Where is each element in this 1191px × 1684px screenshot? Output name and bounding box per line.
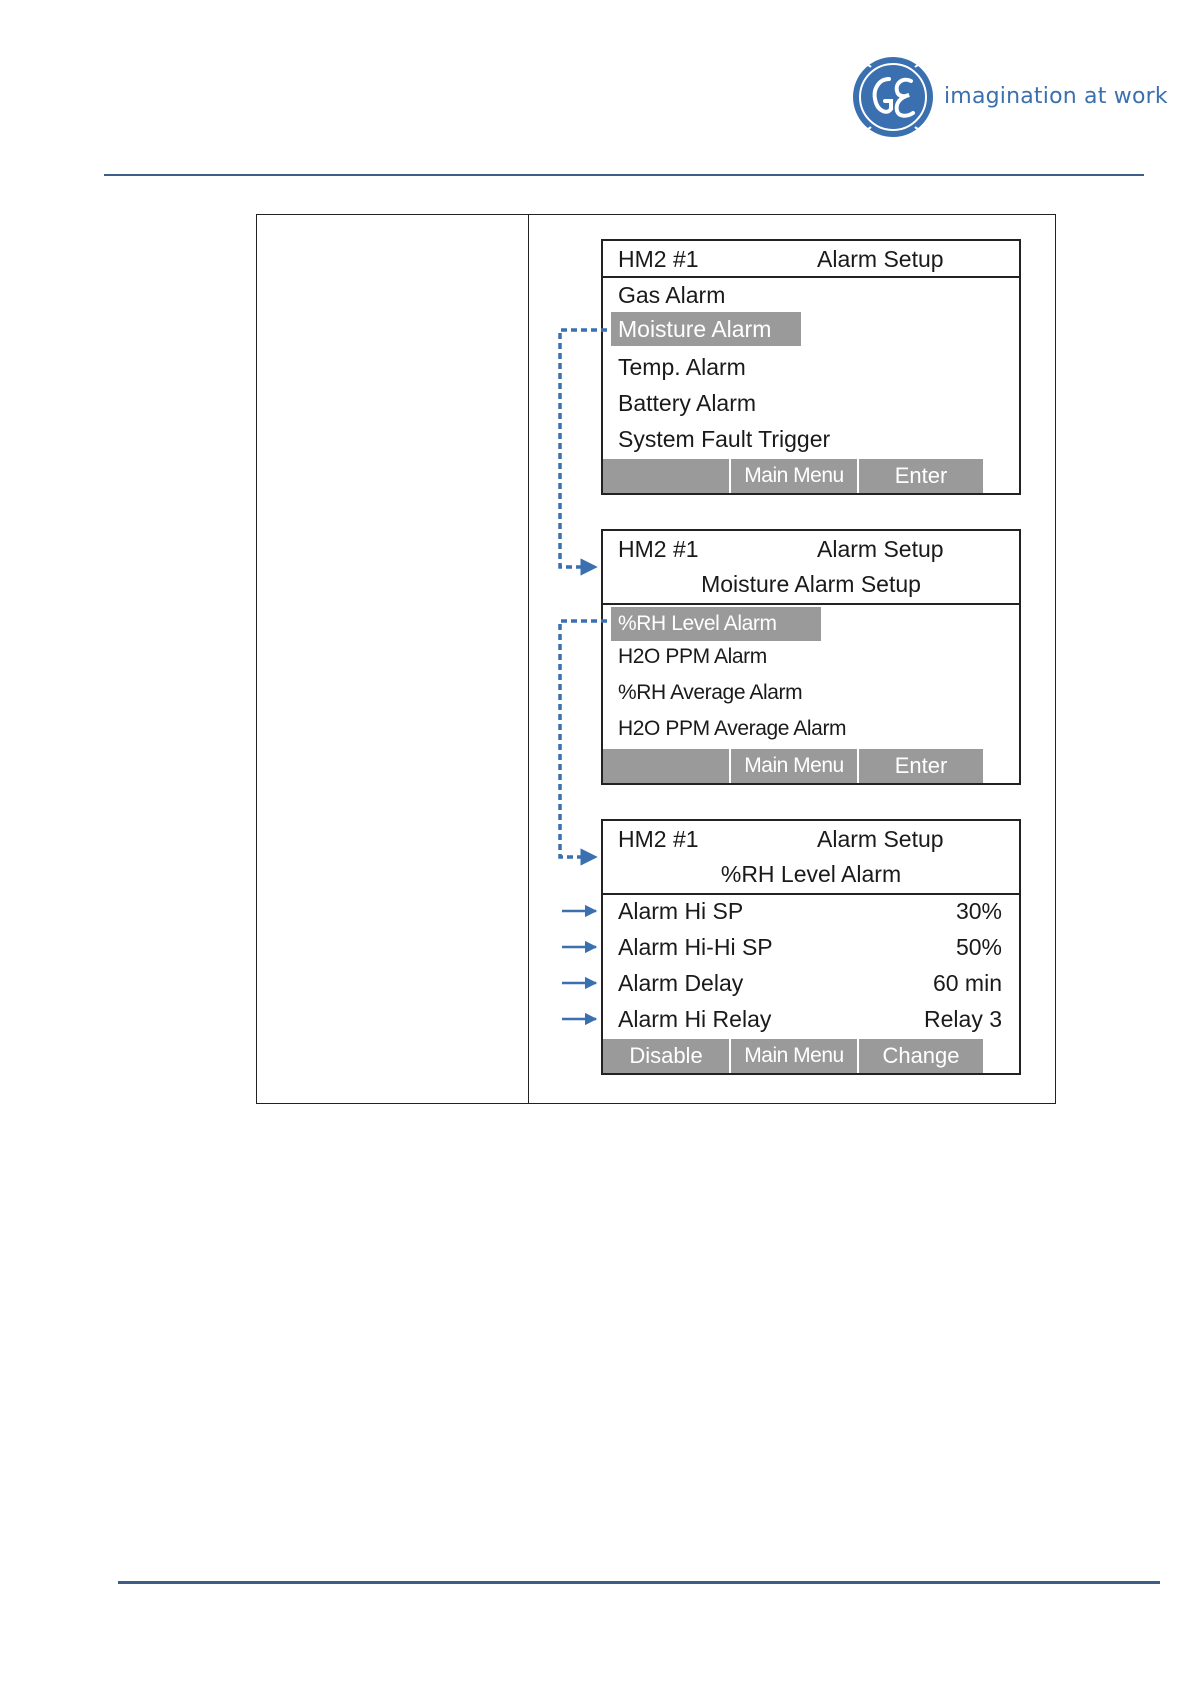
screen-title-left: HM2 #1 [618,246,699,272]
menu-item-battery-alarm[interactable]: Battery Alarm [618,390,757,416]
screen-title-left: HM2 #1 [618,536,699,562]
softkey-main-menu[interactable]: Main Menu [731,459,859,493]
setting-value-alarm-hi-sp: 30% [955,898,1002,924]
screen-title-right: Alarm Setup [817,246,944,272]
screen-title-right: Alarm Setup [817,536,944,562]
footer-rule [118,1581,1160,1584]
screen-header [603,821,1019,895]
menu-item-h2o-ppm-alarm[interactable]: H2O PPM Alarm [618,645,767,668]
softkey-bar [603,749,983,783]
screen-rh-level-alarm [601,819,1021,1075]
ge-logo-icon [851,55,935,139]
softkey-main-menu[interactable]: Main Menu [731,749,859,783]
softkey-bar [603,459,983,493]
screen-subtitle: %RH Level Alarm [720,861,902,887]
setting-label-alarm-hi-relay[interactable]: Alarm Hi Relay [618,1006,772,1032]
menu-item-temp-alarm[interactable]: Temp. Alarm [618,354,746,380]
menu-item-rh-average-alarm[interactable]: %RH Average Alarm [618,681,803,704]
setting-value-alarm-delay: 60 min [932,970,1002,996]
softkey-change[interactable]: Change [882,1043,960,1068]
menu-item-h2o-ppm-average-alarm[interactable]: H2O PPM Average Alarm [618,717,847,740]
setting-label-alarm-hi-hi-sp[interactable]: Alarm Hi-Hi SP [618,934,773,960]
menu-item-gas-alarm[interactable]: Gas Alarm [618,282,726,308]
table-column-divider [528,214,529,1104]
menu-item-moisture-alarm[interactable] [611,312,801,346]
menu-item-label: Moisture Alarm [618,316,772,342]
screen-alarm-setup [601,239,1021,495]
softkey-enter[interactable]: Enter [894,463,948,488]
header-rule [104,174,1144,176]
menu-item-system-fault-trigger[interactable]: System Fault Trigger [618,426,831,452]
setting-value-alarm-hi-hi-sp: 50% [955,934,1002,960]
softkey-bar [603,1039,983,1073]
menu-item-rh-level-alarm[interactable] [611,607,821,641]
brand-tagline: imagination at work [944,84,1168,109]
screen-subtitle: Moisture Alarm Setup [701,571,921,597]
setting-label-alarm-delay[interactable]: Alarm Delay [618,970,744,996]
screen-title-right: Alarm Setup [817,826,944,852]
screen-header [603,241,1019,278]
setting-label-alarm-hi-sp[interactable]: Alarm Hi SP [618,898,744,924]
screen-title-left: HM2 #1 [618,826,699,852]
screen-moisture-alarm-setup [601,529,1021,785]
screen-header [603,531,1019,605]
softkey-1[interactable] [603,459,731,493]
setting-value-alarm-hi-relay: Relay 3 [924,1006,1002,1032]
softkey-disable[interactable]: Disable [603,1039,731,1073]
menu-item-label: %RH Level Alarm [618,612,777,635]
softkey-enter[interactable]: Enter [894,753,948,778]
softkey-main-menu[interactable]: Main Menu [731,1039,859,1073]
softkey-1[interactable] [603,749,731,783]
